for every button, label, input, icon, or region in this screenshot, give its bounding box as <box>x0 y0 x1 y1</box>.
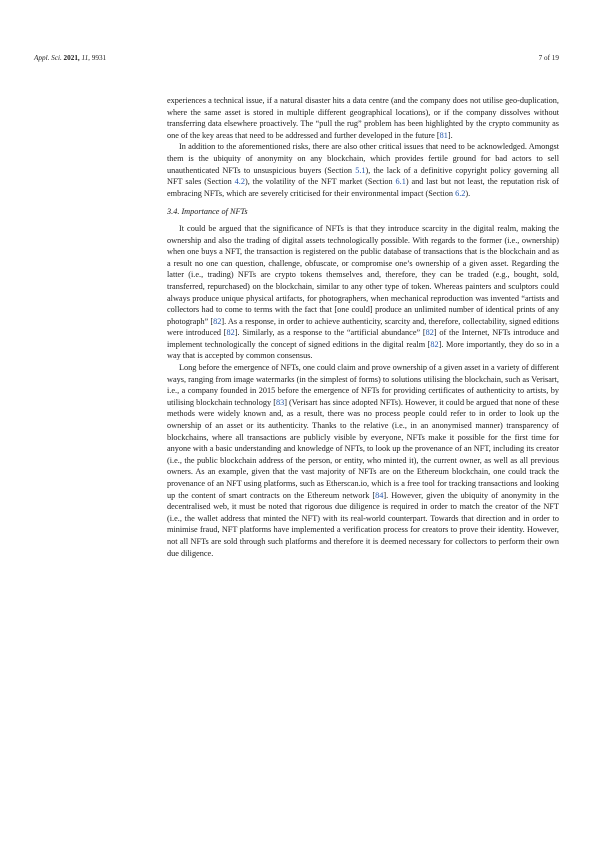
paragraph-text: ). <box>465 188 471 198</box>
body-paragraph <box>167 141 559 199</box>
paragraph-text: ]. More importantly, they do so in a way that is accepted by common consensus. <box>167 339 559 361</box>
paragraph-text: It could be argued that the significance of NFTs is that they introduce scarcity in the digital realm, making the ownership and also the trading of digital assets technologically possible. With regards to the former (i.e., ownership) when one buys a NFT, the transaction is registered on the public database of transactions that is the blockchain and as a result no one can question, challenge, obfuscate, or compromise one’s ownership of a given asset. Regarding the latter (i.e., trading) NFTs are crypto tokens themselves and, therefore, they can be traded (e.g., bought, sold, transferred, repurchased) on the blockchain, similar to any other type of token. Whereas painters and sculptors could always produce unique physical artifacts, for photographers, when mechanical reproduction was invented “artists and collectors had to come to terms with the fact that [one could] produce an unlimited number of identical prints of any photograph” [ <box>167 223 559 326</box>
journal-name: Appl. Sci. <box>34 54 62 62</box>
running-header <box>34 52 559 64</box>
paragraph-text: ), the lack of a definitive copyright policy governing all NFT sales (Section <box>167 165 560 187</box>
paragraph-text: ] (Verisart has since adopted NFTs). However, it could be argued that none of these methods were widely known and, as a result, there was no process people could refer to in order to look up the ownership of an asset or its authenticity. Thanks to the relative (i.e., in an anonymised manner) transparency of blockchains, where all transactions are publicly visible by everyone, NFTs make it possible for the first time for anyone with a basic understanding and knowledge of NFTs, to look up the provenance of an NFT, including its creator (i.e., the public blockchain address of the person, or entity, who minted it), the current owner, as well as all previous owners. As an example, given that the vast majority of NFTs are on the Ethereum blockchain, one could track the provenance of an NFT using platforms, such as Etherscan.io, which is a free tool for tracking transactions and looking up the content of smart contracts on the Ethereum network [ <box>167 397 559 500</box>
reference-link[interactable]: 5.1 <box>355 165 366 175</box>
paragraph-group-section <box>167 223 559 559</box>
body-paragraph <box>167 362 559 559</box>
reference-link[interactable]: 82 <box>430 339 439 349</box>
journal-citation <box>34 52 106 64</box>
paragraph-text: ]. Similarly, as a response to the “artificial abundance” [ <box>234 328 426 338</box>
paragraph-text: ]. As a response, in order to achieve authenticity, scarcity and, therefore, collectability, signed editions were introduced [ <box>167 316 559 338</box>
reference-link[interactable]: 81 <box>439 130 448 140</box>
reference-link[interactable]: 6.1 <box>395 177 406 187</box>
paragraph-text: ) and last but not least, the reputation risk of embracing NFTs, which are severely criticised for their environmental impact (Section <box>167 177 559 198</box>
reference-link[interactable]: 82 <box>226 328 235 338</box>
paragraph-group-intro <box>167 95 559 199</box>
paragraph-text: experiences a technical issue, if a natural disaster hits a data centre (and the company does not utilise geo-duplication, where the same asset is stored in multiple different geographical locations), or if the company dissolves without transferring data elsewhere proactively. The “pull the rug” problem has been highlighted by the crypto community as one of the key areas that need to be addressed and further developed in the future [ <box>167 96 559 140</box>
paragraph-text: ), the volatility of the NFT market (Section <box>244 177 396 187</box>
journal-volume: 11, <box>81 54 90 62</box>
body-paragraph <box>167 223 559 362</box>
body-paragraph <box>167 95 559 141</box>
paragraph-text: Long before the emergence of NFTs, one could claim and prove ownership of a given asset in a variety of different ways, ranging from image watermarks (in the simplest of forms) to solutions utilising the blockchain, such as Verisart, i.e., a company founded in 2015 before the emergence of NFTs for providing certificates of authenticity to artists, by utilising blockchain technology [ <box>167 363 559 407</box>
article-number: 9931 <box>91 54 107 62</box>
page-number: 7 of 19 <box>538 54 559 62</box>
paragraph-text: ]. However, given the ubiquity of anonymity in the decentralised web, it must be noted that rigorous due diligence is required in order to match the creator of the NFT (i.e., the wallet address that minted the NFT) with its real-world counterpart. Towards that direction and in order to minimise fraud, NFT platforms have implemented a verification process for creators to prove their identity. However, not all NFTs are sold through such platforms and therefore it is deemed necessary for collectors to perform their own due diligence. <box>167 490 559 558</box>
paragraph-text: In addition to the aforementioned risks, there are also other critical issues that need to be acknowledged. Amongst them is the ubiquity of anonymity on any blockchain, which provides fertile ground for bad actors to sell unauthenticated NFTs to unsuspicious buyers (Section <box>167 142 559 175</box>
page-body <box>167 95 559 559</box>
reference-link[interactable]: 84 <box>375 490 384 500</box>
reference-link[interactable]: 83 <box>275 397 285 407</box>
reference-link[interactable]: 82 <box>213 316 222 326</box>
reference-link[interactable]: 4.2 <box>234 177 245 187</box>
paragraph-text: ] of the Internet, NFTs introduce and implement technologically the concept of signed editions in the digital realm [ <box>167 328 559 349</box>
reference-link[interactable]: 6.2 <box>455 188 466 198</box>
paragraph-text: ]. <box>447 130 453 140</box>
journal-year: 2021, <box>63 54 80 62</box>
section-heading: 3.4. Importance of NFTs <box>167 207 248 217</box>
reference-link[interactable]: 82 <box>425 328 434 338</box>
